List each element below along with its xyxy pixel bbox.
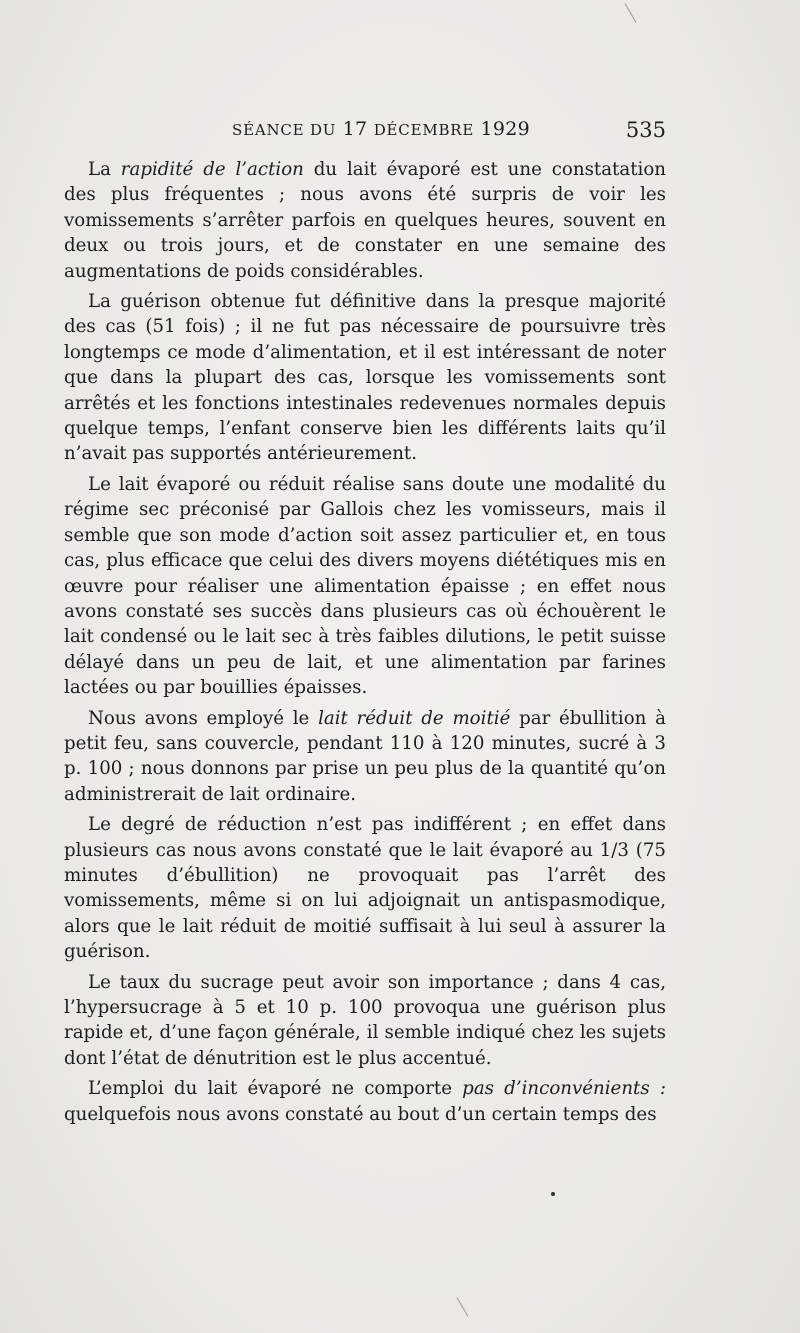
paragraph-text: L’emploi du lait évaporé ne comporte [88,1078,463,1100]
paragraph-text: du lait évaporé est une constatation des plus fréquentes ; nous avons été surpris de voir les vomissements s’arrêter parfois en quelques heures, souvent en deux ou trois jours, et de constater en une semaine des augmentations de poids considérables. [64,159,666,282]
running-head-day: 17 [342,118,368,140]
running-head-prefix: SÉANCE DU [232,121,337,139]
paragraph [64,157,666,284]
paper-mark [457,1297,469,1317]
paragraph [64,289,666,467]
paragraph [64,472,666,701]
paragraph [64,970,666,1072]
paragraph-text: quelquefois nous avons constaté au bout d’un certain temps des [64,1103,657,1125]
page-header [64,118,666,146]
paragraph-text: La [88,159,121,180]
emphasis-text: rapidité de l’action [120,159,304,180]
paragraph-text: La guérison obtenue fut définitive dans la presque majorité des cas (51 fois) ; il ne fut pas nécessaire de poursuivre très longtemps ce mode d’alimentation, et il est intéressant de noter que dans la plupart des cas, lorsque les vomissements sont arrêtés et les fonctions intestinales redevenues normales depuis quelque temps, l’enfant conserve bien les différents laits qu’il n’avait pas supportés antérieurement. [64,291,666,465]
running-head-month: DÉCEMBRE [373,121,475,139]
paragraph [64,1076,666,1127]
emphasis-text: pas d’inconvénients : [462,1078,666,1100]
emphasis-text: lait réduit de moitié [318,707,511,729]
ink-speck [551,1192,555,1196]
paragraph-text: Nous avons employé le [88,707,319,729]
page-number: 535 [625,118,666,142]
paper-mark [625,3,637,23]
paragraph-text: par ébullition à petit feu, sans couvercle, pendant 110 à 120 minutes, sucré à 3 p. 100 ; nous donnons par prise un peu plus de la quantité qu’on administrerait de lait ordinaire. [64,707,666,805]
paragraph-text: Le degré de réduction n’est pas indifférent ; en effet dans plusieurs cas nous avons constaté que le lait évaporé au 1/3 (75 minutes d’ébullition) ne provoquait pas l’arrêt des vomissements, même si on lui adjoignait un antispasmodique, alors que le lait réduit de moitié suffisait à lui seul à assurer la guérison. [64,814,666,963]
paragraph [64,706,666,808]
paragraph [64,812,666,964]
body-text [64,157,666,1132]
paragraph-text: Le taux du sucrage peut avoir son importance ; dans 4 cas, l’hypersucrage à 5 et 10 p. 100 provoqua une guérison plus rapide et, d’une façon générale, il semble indiqué chez les sujets dont l’état de dénutrition est le plus accentué. [64,971,666,1069]
running-head [232,118,530,140]
paragraph-text: Le lait évaporé ou réduit réalise sans doute une modalité du régime sec préconisé par Gallois chez les vomisseurs, mais il semble que son mode d’action soit assez particulier et, en tous cas, plus efficace que celui des divers moyens diététiques mis en œuvre pour réaliser une alimentation épaisse ; en effet nous avons constaté ses succès dans plusieurs cas où échouèrent le lait condensé ou le lait sec à très faibles dilutions, le petit suisse délayé dans un peu de lait, et une alimentation par farines lactées ou par bouillies épaisses. [64,473,666,699]
running-head-year: 1929 [480,118,531,140]
